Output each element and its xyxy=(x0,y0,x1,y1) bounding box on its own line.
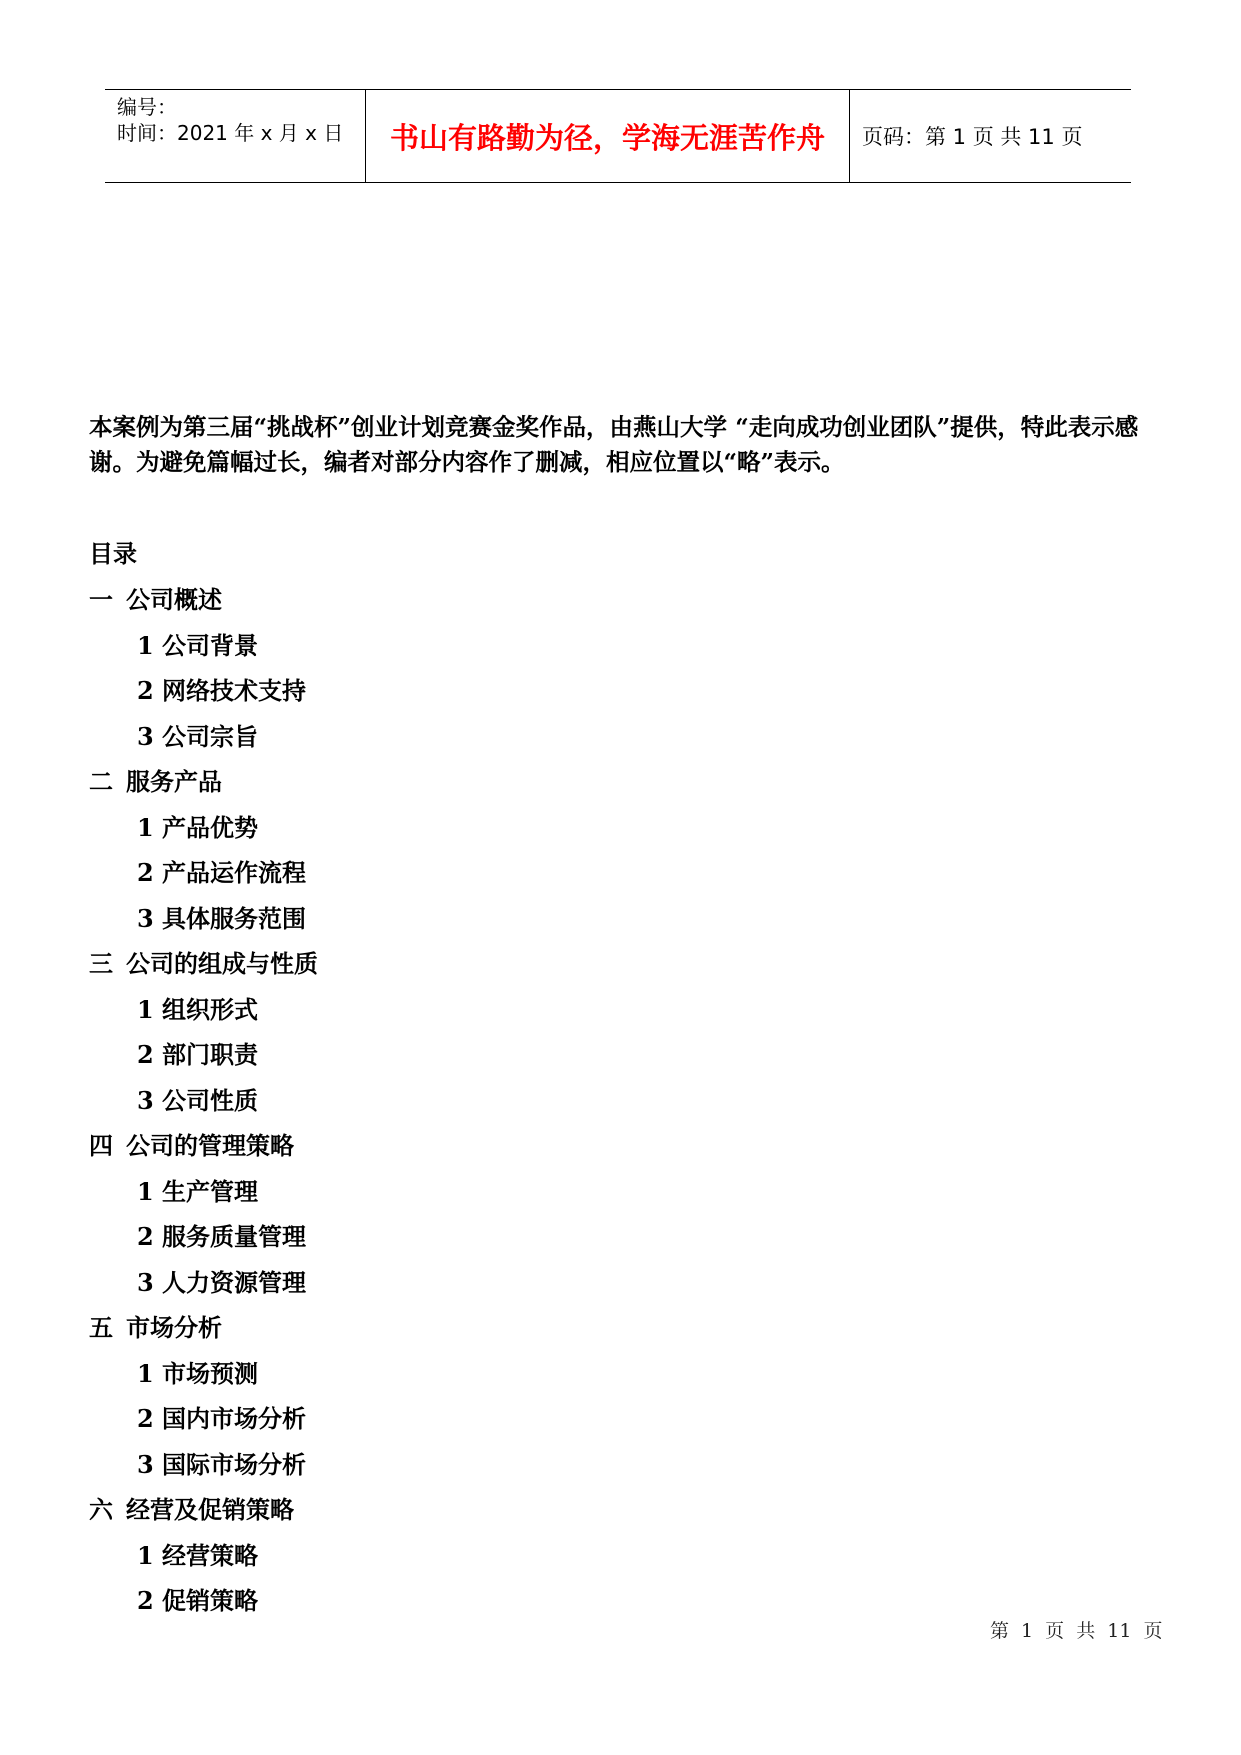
toc-item: 1 组织形式 xyxy=(137,994,259,1024)
toc-item: 1 经营策略 xyxy=(137,1540,259,1570)
toc-item: 1 产品优势 xyxy=(137,812,259,842)
toc-item: 3 人力资源管理 xyxy=(137,1267,307,1297)
toc-item: 2 产品运作流程 xyxy=(137,858,307,887)
header-meta-cell xyxy=(105,90,366,182)
toc-item: 2 部门职责 xyxy=(137,1040,259,1069)
toc-item: 1 公司背景 xyxy=(137,630,259,660)
toc-section-title: 公司概述 xyxy=(126,585,222,614)
toc-item: 2 网络技术支持 xyxy=(137,676,307,705)
toc-item: 1 生产管理 xyxy=(137,1176,259,1206)
toc-section xyxy=(89,580,222,615)
toc-item: 2 服务质量管理 xyxy=(137,1222,307,1251)
header-motto: 书山有路勤为径，学海无涯苦作舟 xyxy=(389,120,825,155)
toc-item: 3 国际市场分析 xyxy=(137,1449,307,1479)
toc-section-number: 三 xyxy=(89,949,113,978)
toc-section-title: 公司的组成与性质 xyxy=(126,949,318,978)
toc-section-number: 二 xyxy=(89,767,113,796)
document-header xyxy=(105,89,1131,183)
toc-section xyxy=(89,762,222,797)
intro-paragraph: 本案例为第三届“挑战杯”创业计划竞赛金奖作品，由燕山大学 “走向成功创业团队”提供，特此表示感谢。为避免篇幅过长，编者对部分内容作了删减，相应位置以“略”表示。 xyxy=(89,413,1139,476)
toc-section xyxy=(89,944,318,979)
toc-section-title: 公司的管理策略 xyxy=(126,1131,294,1160)
serial-number-label: 编号： xyxy=(117,95,177,119)
page-footer: 第 1 页 共 11 页 xyxy=(990,1620,1163,1642)
toc-title: 目录 xyxy=(89,539,137,568)
toc-item: 3 具体服务范围 xyxy=(137,903,307,933)
toc-item: 2 国内市场分析 xyxy=(137,1404,307,1433)
toc-section-title: 服务产品 xyxy=(126,767,222,796)
header-page-info: 页码：第 1 页 共 11 页 xyxy=(862,125,1083,149)
header-motto-cell xyxy=(366,90,850,182)
toc-section xyxy=(89,1308,222,1343)
toc-item: 3 公司性质 xyxy=(137,1085,259,1115)
toc-item: 2 促销策略 xyxy=(137,1586,259,1615)
toc-section-title: 市场分析 xyxy=(126,1313,222,1342)
toc-section-title: 经营及促销策略 xyxy=(126,1495,294,1524)
toc-section-number: 六 xyxy=(89,1495,113,1524)
toc-section xyxy=(89,1126,294,1161)
toc-item: 1 市场预测 xyxy=(137,1358,259,1388)
toc-section xyxy=(89,1490,294,1525)
toc-section-number: 一 xyxy=(89,585,113,614)
toc-section-number: 五 xyxy=(89,1313,113,1342)
toc-section-number: 四 xyxy=(89,1131,113,1160)
toc-item: 3 公司宗旨 xyxy=(137,721,259,751)
time-label: 时间：2021 年 x 月 x 日 xyxy=(117,121,344,145)
